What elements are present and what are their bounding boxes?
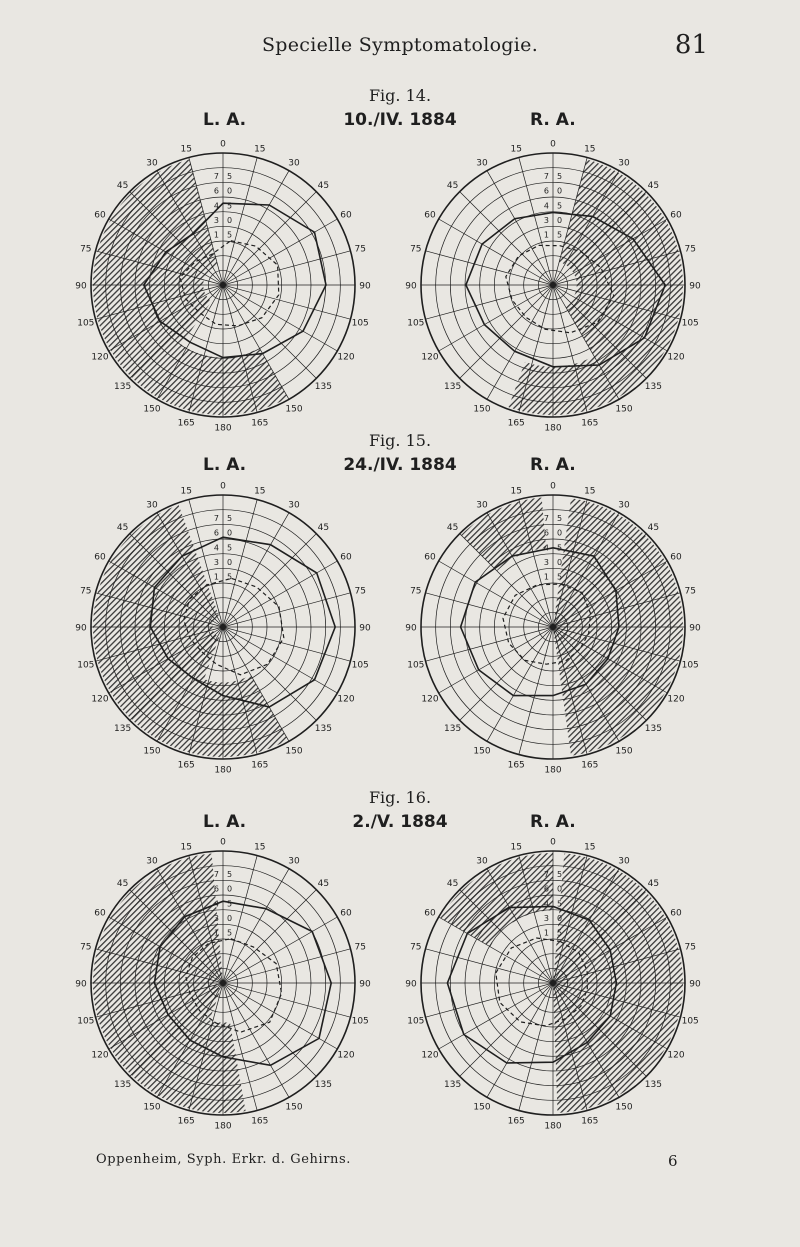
radial-scale-label: 6: [543, 528, 549, 538]
meridian-label: 15: [254, 144, 266, 155]
meridian-label: 165: [581, 760, 599, 771]
meridian-label: 105: [407, 1016, 425, 1027]
meridian-label: 45: [446, 523, 459, 534]
meridian-label: 0: [550, 481, 556, 492]
meridian-label: 135: [114, 1079, 132, 1090]
radial-scale-label: 7: [543, 870, 549, 879]
meridian-label: 0: [550, 837, 556, 848]
radial-scale-label: 5: [227, 572, 233, 582]
meridian-label: 135: [314, 1079, 332, 1090]
meridian-label: 150: [473, 1102, 491, 1113]
figure-15-caption: Fig. 15.: [368, 431, 432, 450]
meridian-label: 75: [684, 942, 696, 953]
meridian-label: 165: [177, 1116, 195, 1127]
meridian-label: 165: [251, 760, 269, 771]
meridian-label: 75: [80, 586, 92, 597]
meridian-label: 180: [544, 1121, 562, 1132]
meridian-label: 150: [615, 746, 633, 757]
meridian-label: 30: [476, 158, 488, 169]
radial-scale-label: 5: [227, 514, 233, 523]
radial-scale-label: 1: [213, 572, 219, 582]
meridian-label: 30: [146, 500, 158, 511]
meridian-label: 60: [94, 908, 106, 919]
radial-scale-label: 0: [227, 884, 233, 894]
radial-scale-label: 3: [213, 216, 219, 225]
meridian-label: 90: [75, 281, 87, 292]
radial-scale-label: 4: [213, 899, 219, 909]
meridian-label: 75: [354, 586, 366, 597]
meridian-label: 75: [410, 942, 422, 953]
meridian-label: 90: [75, 979, 87, 990]
visual-field-chart-right-fig15: [405, 481, 701, 776]
meridian-label: 105: [351, 660, 369, 671]
figure-16-header: [0, 812, 800, 836]
meridian-label: 120: [91, 352, 109, 363]
figure-14-caption: Fig. 14.: [368, 86, 432, 105]
radial-scale-label: 1: [213, 928, 219, 938]
meridian-label: 30: [288, 856, 300, 867]
meridian-label: 135: [114, 723, 132, 734]
meridian-label: 30: [618, 856, 630, 867]
radial-scale-label: 5: [227, 201, 233, 211]
meridian-label: 135: [644, 381, 662, 392]
radial-scale-label: 4: [213, 201, 219, 211]
meridian-label: 60: [670, 210, 682, 221]
radial-scale-label: 4: [213, 543, 219, 553]
radial-scale-label: 5: [227, 172, 233, 181]
meridian-label: 165: [581, 1116, 599, 1127]
meridian-label: 90: [405, 281, 417, 292]
radial-scale-label: 7: [543, 172, 549, 181]
meridian-label: 30: [146, 158, 158, 169]
radial-scale-label: 1: [213, 230, 219, 240]
right-eye-label: R. A.: [530, 812, 576, 832]
radial-scale-label: 0: [227, 216, 233, 225]
meridian-label: 120: [337, 1050, 355, 1061]
radial-scale-label: 0: [227, 528, 233, 538]
radial-scale-label: 6: [543, 186, 549, 196]
meridian-label: 30: [476, 856, 488, 867]
meridian-label: 30: [476, 500, 488, 511]
meridian-label: 90: [359, 281, 371, 292]
radial-scale-label: 1: [543, 928, 549, 938]
radial-scale-label: 5: [557, 514, 563, 523]
radial-scale-label: 6: [213, 528, 219, 538]
meridian-label: 90: [405, 623, 417, 634]
meridian-label: 15: [254, 486, 266, 497]
radial-scale-label: 5: [557, 543, 563, 553]
meridian-label: 45: [647, 523, 660, 534]
meridian-label: 15: [180, 842, 192, 853]
meridian-label: 120: [91, 1050, 109, 1061]
meridian-label: 60: [340, 552, 352, 563]
meridian-label: 45: [116, 523, 129, 534]
meridian-label: 165: [251, 1116, 269, 1127]
meridian-label: 105: [77, 1016, 95, 1027]
meridian-label: 15: [180, 144, 192, 155]
meridian-label: 75: [410, 586, 422, 597]
visual-field-chart-left-fig16: [75, 837, 371, 1132]
meridian-label: 75: [354, 244, 366, 255]
meridian-label: 180: [214, 765, 232, 776]
meridian-label: 120: [337, 694, 355, 705]
meridian-label: 45: [647, 879, 660, 890]
radial-scale-label: 3: [543, 558, 549, 567]
radial-scale-label: 0: [557, 186, 563, 196]
meridian-label: 15: [510, 144, 522, 155]
meridian-label: 75: [80, 942, 92, 953]
meridian-label: 165: [251, 418, 269, 429]
meridian-label: 90: [405, 979, 417, 990]
meridian-label: 135: [114, 381, 132, 392]
meridian-label: 15: [510, 842, 522, 853]
meridian-label: 45: [317, 879, 330, 890]
meridian-label: 120: [667, 352, 685, 363]
meridian-label: 15: [510, 486, 522, 497]
page-number: 81: [674, 30, 708, 60]
figure-date: 2./V. 1884: [352, 812, 448, 832]
visual-field-chart-right-fig16: [405, 837, 701, 1132]
radial-scale-label: 5: [227, 230, 233, 240]
meridian-label: 105: [351, 318, 369, 329]
meridian-label: 120: [337, 352, 355, 363]
meridian-label: 180: [544, 423, 562, 434]
figure-14-header: [0, 110, 800, 134]
radial-scale-label: 1: [543, 572, 549, 582]
visual-field-chart-right-fig14: [405, 139, 701, 434]
radial-scale-label: 5: [227, 543, 233, 553]
meridian-label: 150: [473, 746, 491, 757]
radial-scale-label: 3: [213, 914, 219, 923]
meridian-label: 90: [75, 623, 87, 634]
meridian-label: 165: [507, 418, 525, 429]
meridian-label: 180: [214, 423, 232, 434]
radial-scale-label: 7: [213, 172, 219, 181]
right-eye-label: R. A.: [530, 110, 576, 130]
meridian-label: 120: [421, 694, 439, 705]
meridian-label: 105: [681, 660, 699, 671]
radial-scale-label: 6: [213, 186, 219, 196]
figure-date: 10./IV. 1884: [343, 110, 457, 130]
meridian-label: 60: [670, 552, 682, 563]
meridian-label: 15: [180, 486, 192, 497]
meridian-label: 60: [424, 908, 436, 919]
radial-scale-label: 0: [557, 528, 563, 538]
footer-signature: 6: [668, 1152, 678, 1170]
radial-scale-label: 4: [543, 201, 549, 211]
meridian-label: 120: [421, 1050, 439, 1061]
fixation-point: [220, 624, 226, 630]
radial-scale-label: 3: [543, 914, 549, 923]
meridian-label: 0: [550, 139, 556, 150]
meridian-label: 45: [317, 181, 330, 192]
radial-scale-label: 5: [557, 201, 563, 211]
meridian-label: 105: [407, 660, 425, 671]
fixation-point: [220, 282, 226, 288]
radial-scale-label: 0: [557, 914, 563, 923]
meridian-label: 0: [220, 837, 226, 848]
meridian-label: 30: [618, 158, 630, 169]
radial-scale-label: 5: [557, 928, 563, 938]
meridian-label: 75: [684, 586, 696, 597]
radial-scale-label: 0: [557, 884, 563, 894]
meridian-label: 45: [647, 181, 660, 192]
meridian-label: 60: [340, 908, 352, 919]
meridian-label: 135: [444, 381, 462, 392]
meridian-label: 135: [644, 723, 662, 734]
visual-field-chart-left-fig14: [75, 139, 371, 434]
radial-scale-label: 4: [543, 543, 549, 553]
meridian-label: 15: [254, 842, 266, 853]
meridian-label: 30: [288, 158, 300, 169]
radial-scale-label: 5: [227, 928, 233, 938]
right-eye-label: R. A.: [530, 455, 576, 475]
meridian-label: 105: [407, 318, 425, 329]
meridian-label: 15: [584, 486, 596, 497]
figure-date: 24./IV. 1884: [343, 455, 457, 475]
meridian-label: 60: [670, 908, 682, 919]
meridian-label: 60: [424, 210, 436, 221]
radial-scale-label: 5: [557, 899, 563, 909]
meridian-label: 150: [143, 746, 161, 757]
meridian-label: 165: [177, 418, 195, 429]
meridian-label: 135: [644, 1079, 662, 1090]
meridian-label: 165: [177, 760, 195, 771]
meridian-label: 15: [584, 144, 596, 155]
radial-scale-label: 7: [213, 514, 219, 523]
fixation-point: [550, 980, 556, 986]
meridian-label: 90: [689, 979, 701, 990]
meridian-label: 30: [618, 500, 630, 511]
running-title: Specielle Symptomatologie.: [261, 34, 539, 56]
meridian-label: 165: [507, 1116, 525, 1127]
meridian-label: 60: [94, 210, 106, 221]
radial-scale-label: 7: [543, 514, 549, 523]
meridian-label: 45: [116, 181, 129, 192]
meridian-label: 60: [94, 552, 106, 563]
radial-scale-label: 0: [557, 558, 563, 567]
radial-scale-label: 5: [557, 230, 563, 240]
meridian-label: 150: [143, 404, 161, 415]
meridian-label: 60: [424, 552, 436, 563]
left-eye-label: L. A.: [203, 110, 247, 130]
radial-scale-label: 5: [227, 870, 233, 879]
meridian-label: 150: [285, 1102, 303, 1113]
meridian-label: 150: [143, 1102, 161, 1113]
running-header: [0, 28, 800, 68]
meridian-label: 120: [667, 694, 685, 705]
left-eye-label: L. A.: [203, 455, 247, 475]
meridian-label: 90: [359, 623, 371, 634]
meridian-label: 0: [220, 481, 226, 492]
meridian-label: 105: [681, 318, 699, 329]
fixation-point: [550, 624, 556, 630]
radial-scale-label: 5: [557, 572, 563, 582]
radial-scale-label: 3: [543, 216, 549, 225]
meridian-label: 105: [77, 660, 95, 671]
meridian-label: 150: [615, 404, 633, 415]
meridian-label: 90: [359, 979, 371, 990]
meridian-label: 45: [116, 879, 129, 890]
meridian-label: 105: [681, 1016, 699, 1027]
meridian-label: 90: [689, 281, 701, 292]
meridian-label: 135: [444, 1079, 462, 1090]
meridian-label: 75: [684, 244, 696, 255]
meridian-label: 165: [581, 418, 599, 429]
footer-citation: Oppenheim, Syph. Erkr. d. Gehirns.: [96, 1152, 352, 1167]
meridian-label: 150: [473, 404, 491, 415]
radial-scale-label: 1: [543, 230, 549, 240]
radial-scale-label: 5: [557, 870, 563, 879]
meridian-label: 135: [314, 381, 332, 392]
meridian-label: 120: [91, 694, 109, 705]
meridian-label: 45: [446, 879, 459, 890]
figure-16-caption: Fig. 16.: [368, 788, 432, 807]
radial-scale-label: 5: [557, 172, 563, 181]
meridian-label: 75: [354, 942, 366, 953]
meridian-label: 120: [421, 352, 439, 363]
visual-field-chart-left-fig15: [75, 481, 371, 776]
radial-scale-label: 6: [213, 884, 219, 894]
meridian-label: 135: [444, 723, 462, 734]
meridian-label: 165: [507, 760, 525, 771]
meridian-label: 105: [351, 1016, 369, 1027]
meridian-label: 75: [80, 244, 92, 255]
meridian-label: 150: [285, 404, 303, 415]
left-eye-label: L. A.: [203, 812, 247, 832]
radial-scale-label: 0: [227, 558, 233, 567]
radial-scale-label: 0: [227, 914, 233, 923]
meridian-label: 105: [77, 318, 95, 329]
figure-15-header: [0, 455, 800, 479]
radial-scale-label: 0: [227, 186, 233, 196]
meridian-label: 30: [146, 856, 158, 867]
meridian-label: 45: [446, 181, 459, 192]
radial-scale-label: 6: [543, 884, 549, 894]
meridian-label: 15: [584, 842, 596, 853]
meridian-label: 90: [689, 623, 701, 634]
meridian-label: 135: [314, 723, 332, 734]
radial-scale-label: 0: [557, 216, 563, 225]
meridian-label: 180: [544, 765, 562, 776]
fixation-point: [220, 980, 226, 986]
meridian-label: 75: [410, 244, 422, 255]
radial-scale-label: 7: [213, 870, 219, 879]
meridian-label: 45: [317, 523, 330, 534]
meridian-label: 30: [288, 500, 300, 511]
meridian-label: 180: [214, 1121, 232, 1132]
meridian-label: 150: [285, 746, 303, 757]
meridian-label: 120: [667, 1050, 685, 1061]
meridian-label: 0: [220, 139, 226, 150]
radial-scale-label: 4: [543, 899, 549, 909]
meridian-label: 60: [340, 210, 352, 221]
radial-scale-label: 5: [227, 899, 233, 909]
meridian-label: 150: [615, 1102, 633, 1113]
radial-scale-label: 3: [213, 558, 219, 567]
fixation-point: [550, 282, 556, 288]
